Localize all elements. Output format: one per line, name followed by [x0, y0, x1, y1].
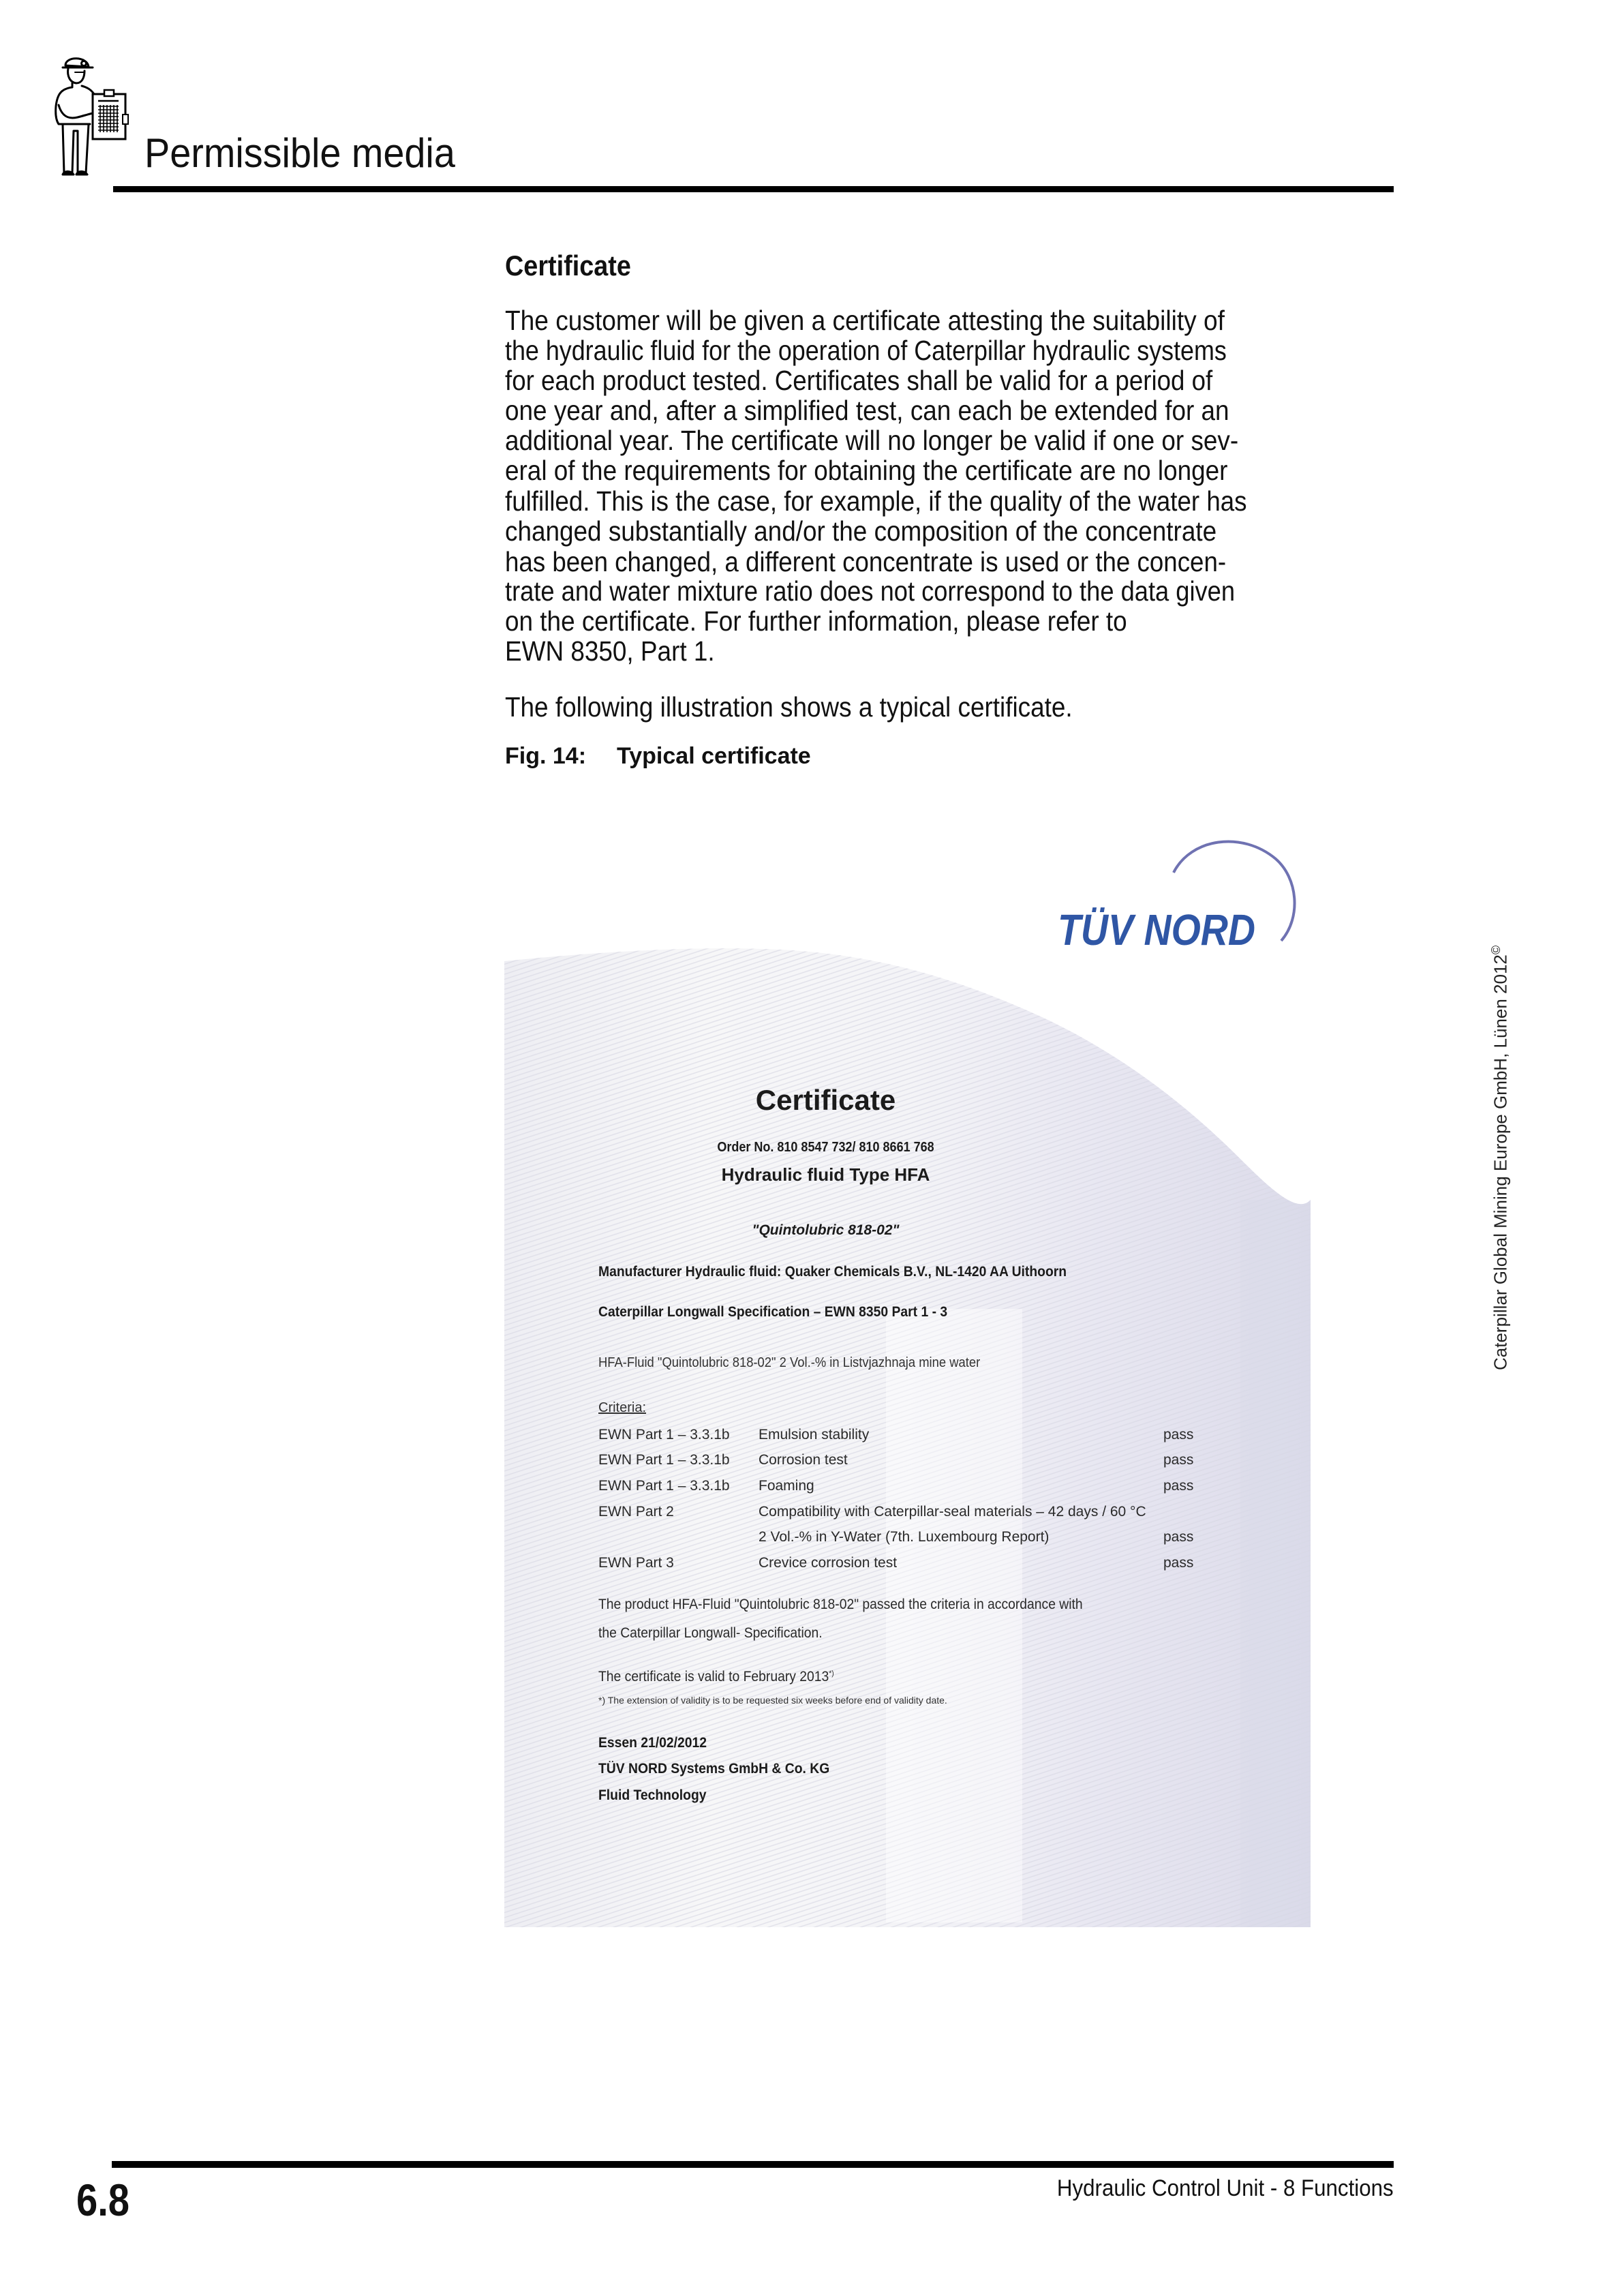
criteria-test: Emulsion stability	[759, 1427, 870, 1442]
validity-text: The certificate is valid to February 2013	[598, 1669, 829, 1685]
paragraph-line: has been changed, a different concentrate is used or the concen-	[505, 546, 1227, 577]
paragraph-line: for each product tested. Certificates shall be valid for a period of	[505, 365, 1213, 396]
paragraph-line: fulfilled. This is the case, for example, if the quality of the water has	[505, 485, 1247, 517]
paragraph-line: on the certificate. For further information, please refer to	[505, 605, 1127, 637]
criteria-test: Corrosion test	[759, 1452, 848, 1468]
criteria-test: Crevice corrosion test	[759, 1555, 898, 1571]
validity-statement	[598, 1669, 834, 1685]
criteria-ref: EWN Part 2	[598, 1504, 674, 1520]
criteria-test: Compatibility with Caterpillar-seal materials – 42 days / 60 °C	[759, 1504, 1146, 1520]
criteria-test: Foaming	[759, 1478, 814, 1494]
criteria-ref: EWN Part 1 – 3.3.1b	[598, 1427, 730, 1442]
copyright-text: Caterpillar Global Mining Europe GmbH, Lünen 2012	[1490, 954, 1511, 1370]
certificate-title: Certificate	[755, 1084, 896, 1116]
paragraph-line: eral of the requirements for obtaining the certificate are no longer	[505, 455, 1228, 486]
specification: Caterpillar Longwall Specification – EWN 8350 Part 1 - 3	[598, 1304, 948, 1320]
copyright-icon: ©	[1489, 945, 1503, 955]
validity-footnote: *) The extension of validity is to be requested six weeks before end of validity date.	[598, 1695, 947, 1706]
criteria-ref: EWN Part 3	[598, 1555, 674, 1571]
criteria-label: Criteria:	[598, 1400, 647, 1415]
worker-with-clipboard-icon	[48, 52, 136, 181]
criteria-result: pass	[1163, 1478, 1194, 1494]
paragraph-line: additional year. The certificate will no longer be valid if one or sev-	[505, 425, 1239, 456]
certificate-image	[504, 832, 1311, 1927]
page-title: Permissible media	[144, 130, 455, 176]
paragraph-line: trate and water mixture ratio does not correspond to the data given	[505, 575, 1236, 607]
copyright-note	[1489, 946, 1512, 1370]
logo-text: TÜV NORD	[1058, 905, 1255, 954]
section-heading: Certificate	[505, 250, 631, 282]
paragraph-line: changed substantially and/or the composition of the concentrate	[505, 515, 1217, 547]
criteria-ref: EWN Part 1 – 3.3.1b	[598, 1478, 730, 1494]
header-rule	[113, 186, 1394, 192]
paragraph-line: the hydraulic fluid for the operation of Caterpillar hydraulic systems	[505, 335, 1227, 366]
figure-number: Fig. 14:	[505, 743, 587, 769]
criteria-ref: EWN Part 1 – 3.3.1b	[598, 1452, 730, 1468]
validity-footnote-mark: *)	[829, 1670, 834, 1678]
page-number: 6.8	[76, 2175, 129, 2225]
figure-intro-text: The following illustration shows a typical certificate.	[505, 691, 1073, 723]
place-and-date: Essen 21/02/2012	[598, 1735, 707, 1751]
criteria-result: pass	[1163, 1555, 1194, 1571]
tuv-nord-logo	[1058, 832, 1317, 954]
criteria-test: 2 Vol.-% in Y-Water (7th. Luxembourg Report)	[759, 1529, 1050, 1545]
paragraph-line: The customer will be given a certificate attesting the suitability of	[505, 305, 1225, 336]
criteria-result: pass	[1163, 1529, 1194, 1545]
conclusion-line-2: the Caterpillar Longwall- Specification.	[598, 1625, 823, 1641]
criteria-result: pass	[1163, 1427, 1194, 1442]
issuer: TÜV NORD Systems GmbH & Co. KG	[598, 1761, 830, 1777]
order-number: Order No. 810 8547 732/ 810 8661 768	[717, 1140, 934, 1155]
footer-document-title: Hydraulic Control Unit - 8 Functions	[1057, 2175, 1394, 2201]
footer-rule	[112, 2161, 1394, 2168]
criteria-result: pass	[1163, 1452, 1194, 1468]
figure-title: Typical certificate	[617, 743, 811, 769]
product-name: "Quintolubric 818-02"	[752, 1222, 900, 1238]
paragraph-line: one year and, after a simplified test, can each be extended for an	[505, 395, 1229, 426]
department: Fluid Technology	[598, 1787, 707, 1803]
fluid-description: HFA-Fluid "Quintolubric 818-02" 2 Vol.-% in Listvjazhnaja mine water	[598, 1355, 981, 1370]
figure-caption	[505, 742, 811, 770]
conclusion-line-1: The product HFA-Fluid "Quintolubric 818-02" passed the criteria in accordance with	[598, 1597, 1083, 1612]
paragraph-line: EWN 8350, Part 1.	[505, 635, 715, 667]
fluid-type: Hydraulic fluid Type HFA	[721, 1164, 930, 1185]
manufacturer: Manufacturer Hydraulic fluid: Quaker Chemicals B.V., NL-1420 AA Uithoorn	[598, 1264, 1067, 1280]
